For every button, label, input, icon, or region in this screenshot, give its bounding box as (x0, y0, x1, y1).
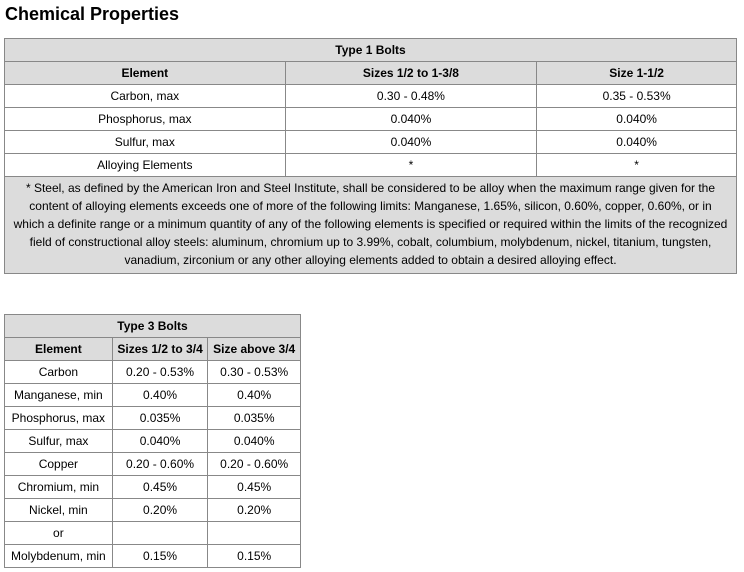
column-header: Size above 3/4 (208, 338, 301, 361)
element-cell: Carbon (5, 361, 113, 384)
table-row (5, 131, 737, 154)
column-header: Sizes 1/2 to 3/4 (112, 338, 208, 361)
value-cell: * (285, 154, 537, 177)
table-row (5, 476, 301, 499)
value-cell: 0.035% (208, 407, 301, 430)
alloy-footnote: * Steel, as defined by the American Iron and Steel Institute, shall be considered to be alloy when the maximum range given for the content of alloying elements exceeds one of more of the following limits: Manganese, 1.65%, silicon, 0.60%, copper, 0.60%, or in which a definite range or a minimum quantity of any of the following elements is specified or required within the limits of the recognized field of constructional alloy steels: aluminum, chromium up to 3.99%, cobalt, columbium, molybdenum, nickel, titanium, tungsten, vanadium, zirconium or any other alloying elements added to obtain a desired alloying effect. (5, 177, 737, 274)
value-cell: 0.035% (112, 407, 208, 430)
element-cell: Copper (5, 453, 113, 476)
column-header: Element (5, 338, 113, 361)
element-cell: Sulfur, max (5, 430, 113, 453)
element-cell: Molybdenum, min (5, 545, 113, 568)
element-cell: Manganese, min (5, 384, 113, 407)
table-row (5, 108, 737, 131)
element-cell: Phosphorus, max (5, 108, 286, 131)
table-row (5, 545, 301, 568)
value-cell: 0.45% (112, 476, 208, 499)
table-row (5, 154, 737, 177)
value-cell: 0.040% (537, 108, 737, 131)
column-header: Element (5, 62, 286, 85)
table-row (5, 85, 737, 108)
element-cell: or (5, 522, 113, 545)
value-cell: 0.40% (112, 384, 208, 407)
value-cell: 0.040% (285, 131, 537, 154)
value-cell: 0.20 - 0.60% (112, 453, 208, 476)
value-cell: 0.15% (112, 545, 208, 568)
value-cell: 0.30 - 0.48% (285, 85, 537, 108)
type3-bolts-table (4, 314, 301, 568)
value-cell: 0.45% (208, 476, 301, 499)
table-row (5, 522, 301, 545)
page-title: Chemical Properties (5, 4, 180, 24)
element-cell: Phosphorus, max (5, 407, 113, 430)
value-cell: 0.040% (208, 430, 301, 453)
table-title: Type 1 Bolts (5, 39, 737, 62)
element-cell: Carbon, max (5, 85, 286, 108)
column-header: Sizes 1/2 to 1-3/8 (285, 62, 537, 85)
value-cell: 0.040% (537, 131, 737, 154)
value-cell (208, 522, 301, 545)
table-row (5, 430, 301, 453)
element-cell: Nickel, min (5, 499, 113, 522)
element-cell: Chromium, min (5, 476, 113, 499)
value-cell: 0.20% (208, 499, 301, 522)
table-row (5, 384, 301, 407)
table-row (5, 361, 301, 384)
value-cell: 0.20 - 0.53% (112, 361, 208, 384)
value-cell: 0.15% (208, 545, 301, 568)
element-cell: Alloying Elements (5, 154, 286, 177)
value-cell: * (537, 154, 737, 177)
table-row (5, 453, 301, 476)
value-cell: 0.35 - 0.53% (537, 85, 737, 108)
table-row (5, 407, 301, 430)
value-cell: 0.040% (285, 108, 537, 131)
column-header: Size 1-1/2 (537, 62, 737, 85)
type1-bolts-table (4, 38, 737, 274)
value-cell: 0.40% (208, 384, 301, 407)
table-title: Type 3 Bolts (5, 315, 301, 338)
value-cell (112, 522, 208, 545)
value-cell: 0.040% (112, 430, 208, 453)
value-cell: 0.30 - 0.53% (208, 361, 301, 384)
element-cell: Sulfur, max (5, 131, 286, 154)
value-cell: 0.20 - 0.60% (208, 453, 301, 476)
table-row (5, 499, 301, 522)
value-cell: 0.20% (112, 499, 208, 522)
